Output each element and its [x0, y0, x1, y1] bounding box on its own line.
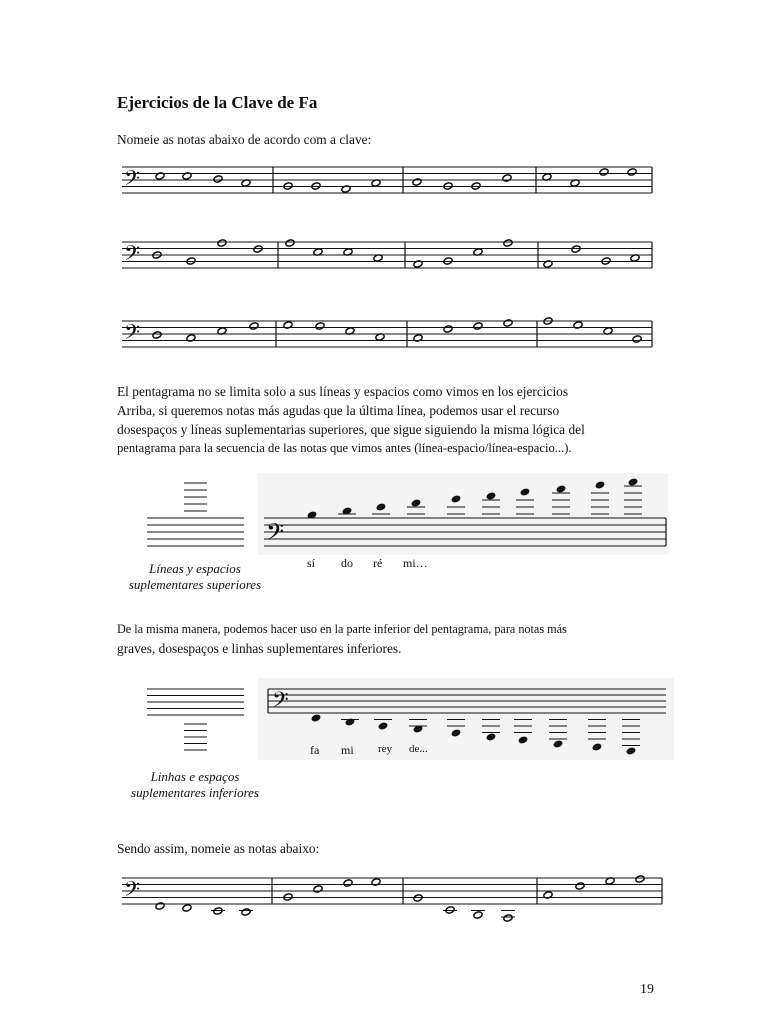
- caption-lower-ledger: [110, 769, 280, 801]
- bass-clef-icon: 𝄢: [124, 320, 141, 349]
- whole-note: [503, 914, 513, 922]
- whole-note: [502, 174, 512, 182]
- whole-note: [632, 335, 642, 343]
- whole-note: [443, 325, 453, 333]
- whole-note: [473, 911, 483, 919]
- whole-note: [503, 239, 513, 247]
- whole-note: [503, 319, 513, 327]
- instruction-name-notes: Nomeie as notas abaixo de acordo com a clave:: [117, 132, 372, 147]
- note-name-upper: do: [341, 556, 353, 570]
- paragraph-line: De la misma manera, podemos hacer uso en la parte inferior del pentagrama, para notas más: [117, 622, 567, 636]
- note-name-lower: de...: [409, 743, 428, 755]
- paragraph-line: El pentagrama no se limita solo a sus líneas y espacios como vimos en los ejercicios: [117, 384, 569, 399]
- paragraph-line: pentagrama para la secuencia de las notas que vimos antes (línea-espacio/línea-espacio...).: [117, 441, 572, 455]
- whole-note: [575, 882, 585, 890]
- page-title: Ejercicios de la Clave de Fa: [117, 93, 318, 112]
- whole-note: [599, 168, 609, 176]
- note-name-lower: mi: [341, 743, 354, 757]
- whole-note: [285, 239, 295, 247]
- note-name-upper: mi…: [403, 556, 428, 570]
- whole-note: [182, 904, 192, 912]
- caption-line: Linhas e espaços: [150, 769, 240, 784]
- whole-note: [253, 245, 263, 253]
- whole-note: [627, 168, 637, 176]
- figure-background: [258, 678, 674, 760]
- paragraph-upper-ledger: [117, 382, 605, 458]
- note-name-lower: rey: [378, 743, 393, 755]
- caption-line: suplementares superiores: [128, 577, 262, 592]
- instruction-name-notes-2: Sendo assim, nomeie as notas abaixo:: [117, 841, 320, 856]
- bass-clef-icon: 𝄢: [124, 241, 141, 270]
- bass-clef-icon: 𝄢: [124, 877, 141, 906]
- whole-note: [473, 322, 483, 330]
- caption-line: suplementares inferiores: [131, 785, 259, 800]
- whole-note: [343, 879, 353, 887]
- page-number: 19: [640, 982, 654, 997]
- bass-clef-icon: 𝄢: [124, 166, 141, 195]
- bass-clef-icon: 𝄢: [266, 518, 285, 551]
- whole-note: [315, 322, 325, 330]
- paragraph-line: graves, dosespaços e linhas suplementares inferiores.: [117, 641, 402, 656]
- whole-note: [313, 885, 323, 893]
- note-name-lower: fa: [310, 743, 320, 757]
- whole-note: [241, 908, 251, 916]
- whole-note: [635, 875, 645, 883]
- whole-note: [213, 175, 223, 183]
- whole-note: [249, 322, 259, 330]
- bass-clef-icon: 𝄢: [272, 688, 289, 718]
- whole-note: [412, 178, 422, 186]
- note-name-upper: ré: [373, 556, 383, 570]
- caption-upper-ledger: [110, 561, 280, 593]
- whole-note: [155, 902, 165, 910]
- whole-note: [152, 331, 162, 339]
- paragraph-line: Arriba, si queremos notas más agudas que la última línea, podemos usar el recurso: [117, 403, 560, 418]
- caption-line: Líneas y espacios: [149, 561, 241, 576]
- paragraph-lower-ledger: [117, 620, 605, 658]
- note-name-upper: sí: [307, 556, 316, 570]
- paragraph-line: dosespaços y líneas suplementarias superiores, que sigue siguiendo la misma lógica del: [117, 422, 585, 437]
- whole-note: [217, 239, 227, 247]
